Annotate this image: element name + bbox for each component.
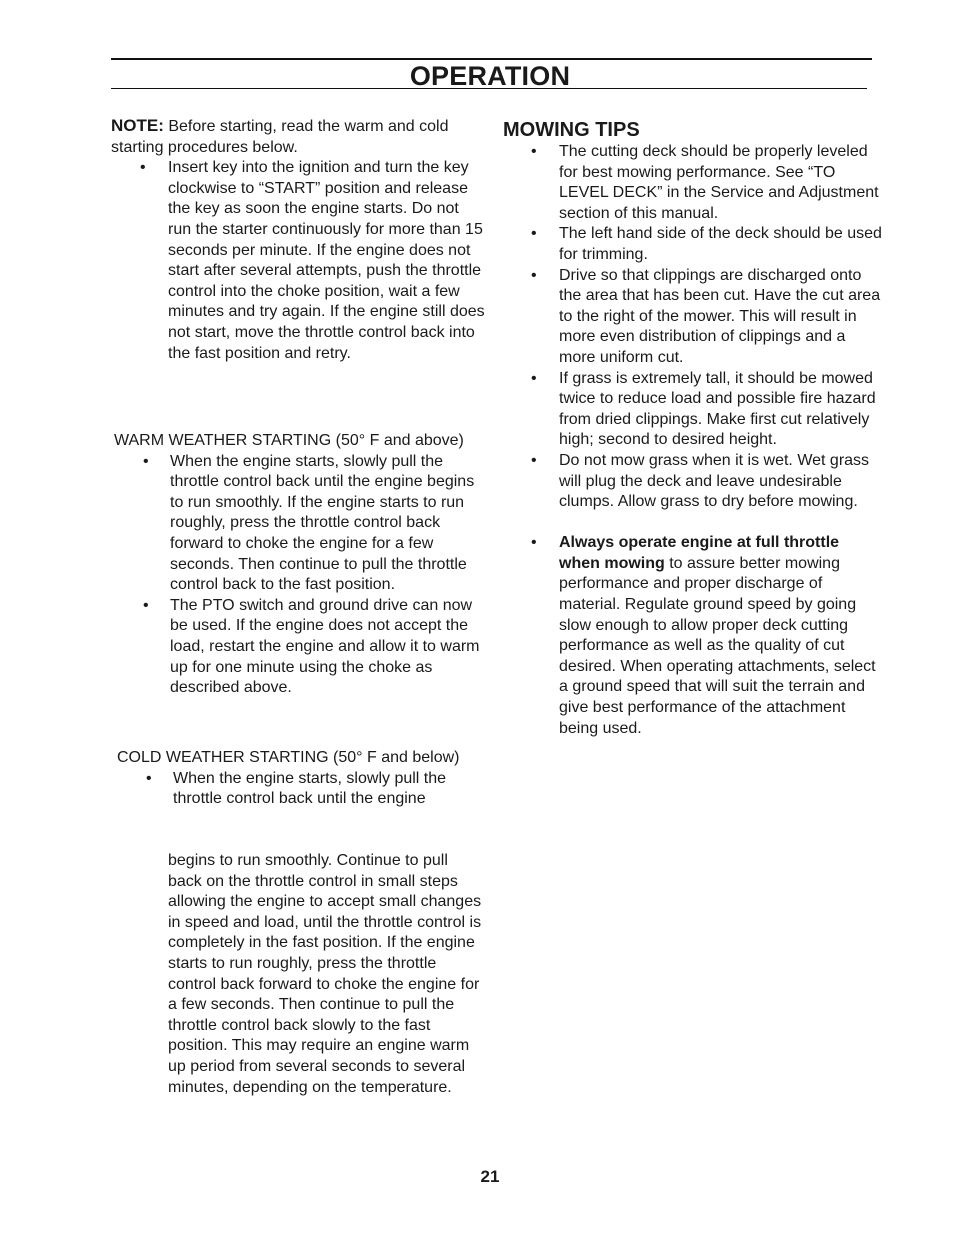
tip-bullet-5 (503, 451, 883, 513)
tip-bullet-3-text: Drive so that clippings are discharged onto the area that has been cut. Have the cut area to the right of the mower. This will result in more even distribution of clippings and a more uniform cut. (559, 266, 881, 366)
tip-bullet-6-bold: Always operate engine at full throttle when mowing (559, 534, 840, 572)
note-label: NOTE: (111, 116, 164, 135)
tip-bullet-4-text: If grass is extremely tall, it should be mowed twice to reduce load and possible fire hazard from dried clippings. Make first cut relatively high; second to desired height. (559, 369, 876, 449)
tip-bullet-1-text: The cutting deck should be properly leveled for best mowing performance. See “TO LEVEL DECK” in the Service and Adjustment section of this manual. (559, 143, 879, 222)
note-text: Before starting, read the warm and cold starting procedures below. (111, 118, 449, 156)
cold-bullet-continuation (168, 851, 484, 1098)
bullet-dot: • (140, 159, 146, 177)
cold-weather-heading: COLD WEATHER STARTING (50° F and below) (117, 749, 460, 766)
bullet-dot: • (143, 452, 149, 470)
page-title: OPERATION (409, 61, 571, 91)
page-number: 21 (480, 1167, 500, 1186)
bullet-dot: • (146, 769, 152, 787)
bullet-dot: • (531, 143, 537, 160)
warm-bullet-2 (114, 596, 486, 699)
warm-bullet-2-text: The PTO switch and ground drive can now be used. If the engine does not accept the load, restart the engine and allow it to warm up for one minute using the choke as described above. (170, 596, 480, 697)
bullet-dot: • (531, 451, 537, 469)
tip-bullet-6 (503, 533, 883, 739)
warm-bullet-1 (114, 452, 486, 596)
start-bullet-text: Insert key into the ignition and turn the key clockwise to “START” position and release the key as soon the engine starts. Do not run the starter continuously for more than 15 seconds per minute. If the engine does not start after several attempts, push the throttle control into the choke position, wait a few minutes and try again. If the engine still does not start, move the throttle control back into the fast position and retry. (168, 159, 485, 362)
note-paragraph (111, 116, 486, 158)
left-note-block (111, 116, 486, 364)
cold-bullet-text-part1: When the engine starts, slowly pull the throttle control back until the engine (173, 769, 447, 808)
cold-bullet-text-part2: begins to run smoothly. Continue to pull back on the throttle control in small steps allowing the engine to accept small changes in speed and load, until the throttle control is completely in the fast position. If the engine starts to run roughly, press the throttle control back forward to choke the engine for a few seconds. Then continue to pull the throttle control back slowly to the fast position. This may require an engine warm up period from several seconds to several minutes, depending on the temperature. (168, 852, 482, 1096)
header-rule-bottom (111, 88, 867, 89)
mowing-tips-heading: MOWING TIPS (503, 119, 640, 141)
tip-bullet-2-text: The left hand side of the deck should be used for trimming. (559, 225, 882, 263)
tip-bullet-3 (503, 266, 883, 369)
tip-bullet-6-text: to assure better mowing performance and proper discharge of material. Regulate ground speed by going slow enough to allow proper deck cutting performance as well as the quality of cut desired. When operating attachments, select a ground speed that will suit the terrain and give best performance of the attachment being used. (559, 554, 876, 737)
tip-bullet-1 (503, 142, 883, 224)
warm-bullet-1-text: When the engine starts, slowly pull the throttle control back until the engine begins to run smoothly. If the engine starts to run roughly, press the throttle control back forward to choke the engine for a few seconds. Then continue to pull the throttle control back to the fast position. (170, 452, 475, 594)
tip-bullet-2 (503, 224, 883, 265)
tip-bullet-4 (503, 369, 883, 451)
warm-weather-block (114, 431, 486, 699)
warm-weather-heading: WARM WEATHER STARTING (50° F and above) (114, 432, 464, 449)
bullet-dot: • (531, 369, 537, 387)
cold-weather-block (117, 748, 492, 810)
start-bullet (111, 158, 486, 364)
mowing-tips-block (503, 118, 883, 739)
bullet-dot: • (143, 596, 149, 614)
bullet-dot: • (531, 266, 537, 284)
bullet-dot: • (531, 534, 537, 552)
tip-bullet-5-text: Do not mow grass when it is wet. Wet grass will plug the deck and leave undesirable clumps. Allow grass to dry before mowing. (559, 451, 870, 511)
bullet-dot: • (531, 225, 537, 243)
cold-bullet (117, 769, 492, 810)
